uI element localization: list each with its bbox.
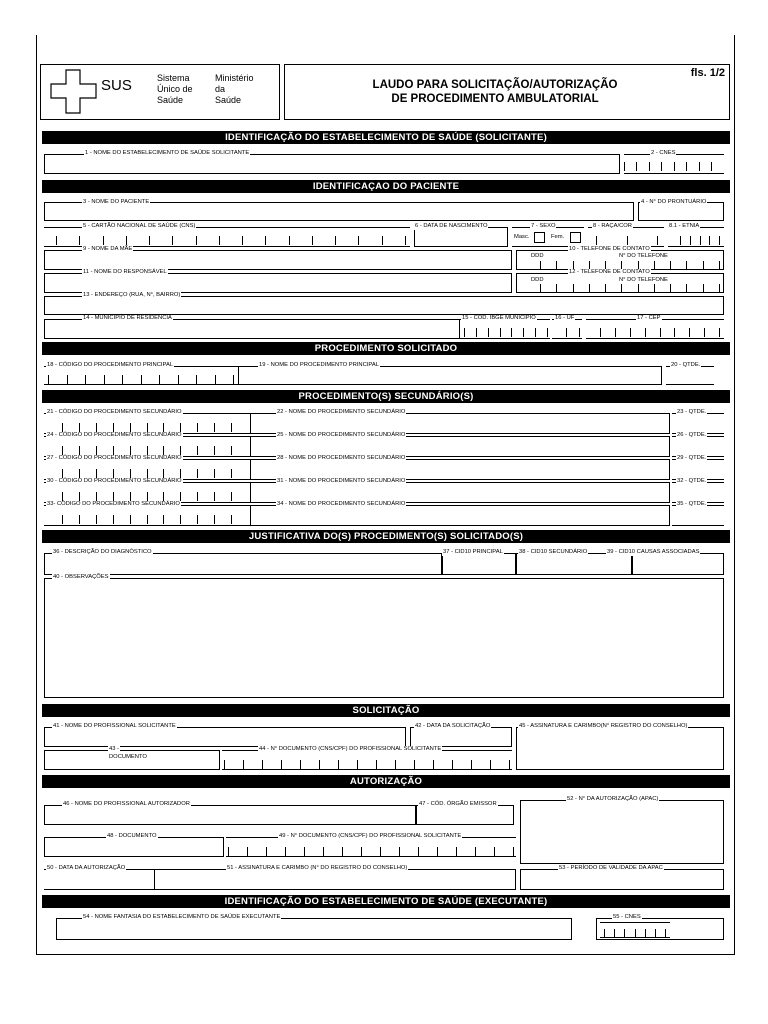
- assinatura-autorizador-field[interactable]: [154, 869, 516, 890]
- numero-autorizacao-field[interactable]: [520, 800, 724, 864]
- f9-label: 9 - NOME DA MÃE: [83, 246, 133, 252]
- f7-label: 7 - SEXO: [531, 223, 556, 229]
- sec-code-ticks: [62, 446, 232, 455]
- doc-autorizador-ticks: [228, 847, 514, 856]
- f5-label: 5 - CARTÃO NACIONAL DE SAÚDE (CNS): [83, 223, 196, 229]
- f44-label: 44 - N° DOCUMENTO (CNS/CPF) DO PROFISSIONAL SOLICITANTE: [259, 746, 442, 752]
- sec-name-label: 25 - NOME DO PROCEDIMENTO SECUNDÁRIO: [277, 432, 406, 438]
- proc-principal-ticks: [48, 375, 234, 384]
- f49-label: 49 - N° DOCUMENTO (CNS/CPF) DO PROFISSIONAL SOLICITANTE: [279, 833, 462, 839]
- mae-nome-field[interactable]: [44, 250, 512, 270]
- page-title: [285, 78, 705, 106]
- municipio-field[interactable]: [44, 319, 460, 339]
- nascimento-field[interactable]: [414, 227, 508, 247]
- sec-qty-label: 32 - QTDE.: [677, 478, 707, 484]
- sistema-text: [157, 73, 193, 106]
- section-proc-solicitado: PROCEDIMENTO SOLICITADO: [42, 342, 730, 355]
- profissional-autorizador-field[interactable]: [44, 805, 416, 825]
- cid-principal-field[interactable]: [442, 553, 516, 575]
- f40-label: 40 - OBSERVAÇÕES: [53, 574, 109, 580]
- sec-name-label: 22 - NOME DO PROCEDIMENTO SECUNDÁRIO: [277, 409, 406, 415]
- ministerio-line: da: [215, 84, 226, 94]
- assinatura-solicitante-field[interactable]: [516, 727, 724, 770]
- sexo-fem-checkbox[interactable]: [570, 232, 581, 243]
- title-line-2: DE PROCEDIMENTO AMBULATORIAL: [391, 93, 599, 105]
- section-proc-secundarios: PROCEDIMENTO(S) SECUNDÁRIO(S): [42, 390, 730, 403]
- f8-label: 8 - RAÇA/COR: [593, 223, 632, 229]
- responsavel-nome-field[interactable]: [44, 273, 512, 293]
- section-estab-executante: IDENTIFICAÇÃO DO ESTABELECIMENTO DE SAÚDE (EXECUTANTE): [42, 895, 730, 908]
- sec-name-field[interactable]: [250, 413, 670, 434]
- section-autorizacao: AUTORIZAÇÃO: [42, 775, 730, 788]
- title-box: [284, 64, 730, 120]
- sec-code-label: 24 - CÓDIGO DO PROCEDIMENTO SECUNDÁRIO: [47, 432, 182, 438]
- sec-qty-label: 26 - QTDE.: [677, 432, 707, 438]
- sec-code-ticks: [62, 469, 232, 478]
- f15-label: 15 - CÓD. IBGE MUNICÍPIO: [462, 315, 536, 321]
- sec-name-field[interactable]: [250, 505, 670, 526]
- title-line-1: LAUDO PARA SOLICITAÇÃO/AUTORIZAÇÃO: [372, 79, 618, 91]
- raca-ticks: [596, 236, 658, 245]
- f37-label: 37 - CID10 PRINCIPAL: [443, 549, 503, 555]
- sec-qty-label: 35 - QTDE.: [677, 501, 707, 507]
- cep-ticks: [600, 328, 720, 337]
- f14-label: 14 - MUNICÍPIO DE RESIDÊNCIA: [83, 315, 172, 321]
- f13-label: 13 - ENDEREÇO (RUA, N°, BAIRRO): [83, 292, 181, 298]
- ddd-label: DDD: [531, 253, 544, 259]
- data-autorizacao-field[interactable]: [44, 869, 154, 890]
- telefone-ticks-2: [540, 284, 720, 293]
- f47-label: 47 - CÓD. ÓRGÃO EMISSOR: [419, 801, 497, 807]
- sec-qty-field[interactable]: [672, 459, 724, 480]
- f17-label: 17 - CEP: [637, 315, 661, 321]
- f18-label: 18 - CÓDIGO DO PROCEDIMENTO PRINCIPAL: [47, 362, 174, 368]
- estab-nome-field[interactable]: [44, 154, 620, 174]
- section-justificativa: JUSTIFICATIVA DO(S) PROCEDIMENTO(S) SOLICITADO(S): [42, 530, 730, 543]
- ntel-label: N° DO TELEFONE: [619, 253, 668, 259]
- f11-label: 11 - NOME DO RESPONSÁVEL: [83, 269, 167, 275]
- sec-qty-label: 29 - QTDE.: [677, 455, 707, 461]
- sec-qty-label: 23 - QTDE.: [677, 409, 707, 415]
- sistema-line: Saúde: [157, 95, 184, 105]
- page-number: fls. 1/2: [690, 67, 725, 79]
- sec-code-label: 30 - CÓDIGO DO PROCEDIMENTO SECUNDÁRIO: [47, 478, 182, 484]
- section-solicitacao: SOLICITAÇÃO: [42, 704, 730, 717]
- ministerio-line: Saúde: [215, 95, 242, 105]
- f52-label: 52 - N° DA AUTORIZAÇÃO (APAC): [567, 796, 659, 802]
- section-paciente: IDENTIFICAÇAO DO PACIENTE: [42, 180, 730, 193]
- f43b-label: DOCUMENTO: [109, 754, 147, 760]
- f1-label: 1 - NOME DO ESTABELECIMENTO DE SAÚDE SOLICITANTE: [85, 150, 250, 156]
- sec-qty-field[interactable]: [672, 505, 724, 526]
- sec-code-label: 27 - CÓDIGO DO PROCEDIMENTO SECUNDÁRIO: [47, 455, 182, 461]
- ddd-label-2: DDD: [531, 277, 544, 283]
- observacoes-field[interactable]: [44, 578, 724, 698]
- f53-label: 53 - PERÍODO DE VALIDADE DA APAC: [559, 865, 663, 871]
- orgao-emissor-field[interactable]: [416, 805, 514, 825]
- f50-label: 50 - DATA DA AUTORIZAÇÃO: [47, 865, 126, 871]
- uf-ticks: [566, 328, 580, 337]
- ministerio-text: [215, 73, 254, 106]
- page-left-border: [36, 35, 37, 955]
- sec-code-label: 21 - CÓDIGO DO PROCEDIMENTO SECUNDÁRIO: [47, 409, 182, 415]
- f20-label: 20 - QTDE.: [671, 362, 701, 368]
- f42-label: 42 - DATA DA SOLICITAÇÃO: [415, 723, 491, 729]
- f46-label: 46 - NOME DO PROFISSIONAL AUTORIZADOR: [63, 801, 190, 807]
- sexo-masc-checkbox[interactable]: [534, 232, 545, 243]
- sus-logo-text: SUS: [101, 77, 132, 94]
- f54-label: 54 - NOME FANTASIA DO ESTABELECIMENTO DE SAÚDE EXECUTANTE: [83, 914, 281, 920]
- sec-qty-field[interactable]: [672, 413, 724, 434]
- sus-cross-icon: [49, 69, 99, 115]
- etnia-ticks: [680, 236, 720, 245]
- executante-cnes-ticks: [604, 929, 666, 938]
- sexo-masc-label: Masc.: [514, 234, 530, 240]
- sistema-line: Único de: [157, 84, 193, 94]
- sec-code-label: 33- CÓDIGO DO PROCEDIMENTO SECUNDÁRIO: [47, 501, 180, 507]
- f41-label: 41 - NOME DO PROFISSIONAL SOLICITANTE: [53, 723, 176, 729]
- sec-qty-field[interactable]: [672, 482, 724, 503]
- sec-name-label: 31 - NOME DO PROCEDIMENTO SECUNDÁRIO: [277, 478, 406, 484]
- sec-name-label: 28 - NOME DO PROCEDIMENTO SECUNDÁRIO: [277, 455, 406, 461]
- cid-causas-field[interactable]: [632, 553, 724, 575]
- page-right-border: [734, 35, 735, 955]
- f2-label: 2 - CNES: [651, 150, 676, 156]
- logo-box: [40, 64, 280, 120]
- cid-secundario-field[interactable]: [516, 553, 632, 575]
- section-estab-solicitante: IDENTIFICAÇÃO DO ESTABELECIMENTO DE SAÚDE (SOLICITANTE): [42, 131, 730, 144]
- sec-code-ticks: [62, 423, 232, 432]
- f43a-label: 43 -: [109, 746, 119, 752]
- f81-label: 8.1 - ETNIA: [669, 223, 700, 229]
- f36-label: 36 - DESCRIÇÃO DO DIAGNÓSTICO: [53, 549, 152, 555]
- sistema-line: Sistema: [157, 73, 190, 83]
- sec-code-ticks: [62, 492, 232, 501]
- f39-label: 39 - CID10 CAUSAS ASSOCIADAS: [607, 549, 700, 555]
- diagnostico-field[interactable]: [44, 553, 442, 575]
- sec-code-ticks: [62, 515, 232, 524]
- f16-label: 16 - UF: [555, 315, 575, 321]
- documento-autorizador-field[interactable]: [44, 837, 224, 857]
- f19-label: 19 - NOME DO PROCEDIMENTO PRINCIPAL: [259, 362, 379, 368]
- ntel-label-2: N° DO TELEFONE: [619, 277, 668, 283]
- f10-label: 10 - TELEFONE DE CONTATO: [569, 246, 650, 252]
- ministerio-line: Ministério: [215, 73, 254, 83]
- ibge-ticks: [464, 328, 548, 337]
- profissional-solicitante-field[interactable]: [44, 727, 406, 747]
- sec-name-field[interactable]: [250, 436, 670, 457]
- f51-label: 51 - ASSINATURA E CARIMBO (N° DO REGISTRO DO CONSELHO): [227, 865, 408, 871]
- cnes-ticks: [624, 162, 712, 171]
- page-bottom-border: [36, 954, 735, 955]
- data-solicitacao-field[interactable]: [410, 727, 512, 747]
- sexo-fem-label: Fem.: [551, 234, 565, 240]
- sec-qty-field[interactable]: [672, 436, 724, 457]
- f3-label: 3 - NOME DO PACIENTE: [83, 199, 150, 205]
- f48-label: 48 - DOCUMENTO: [107, 833, 157, 839]
- cns-ticks: [56, 236, 406, 245]
- f12-label: 12 - TELEFONE DE CONTATO: [569, 269, 650, 275]
- sec-name-field[interactable]: [250, 482, 670, 503]
- f6-label: 6 - DATA DE NASCIMENTO: [415, 223, 488, 229]
- sec-name-label: 34 - NOME DO PROCEDIMENTO SECUNDÁRIO: [277, 501, 406, 507]
- f4-label: 4 - N° DO PRONTUÁRIO: [641, 199, 707, 205]
- doc-solicitante-ticks: [224, 760, 510, 769]
- f38-label: 38 - CID10 SECUNDÁRIO: [519, 549, 588, 555]
- f55-label: 55 - CNES: [613, 914, 641, 920]
- f45-label: 45 - ASSINATURA E CARIMBO(N° REGISTRO DO CONSELHO): [519, 723, 688, 729]
- sec-name-field[interactable]: [250, 459, 670, 480]
- validade-apac-field[interactable]: [520, 869, 724, 890]
- estab-executante-nome-field[interactable]: [56, 918, 572, 940]
